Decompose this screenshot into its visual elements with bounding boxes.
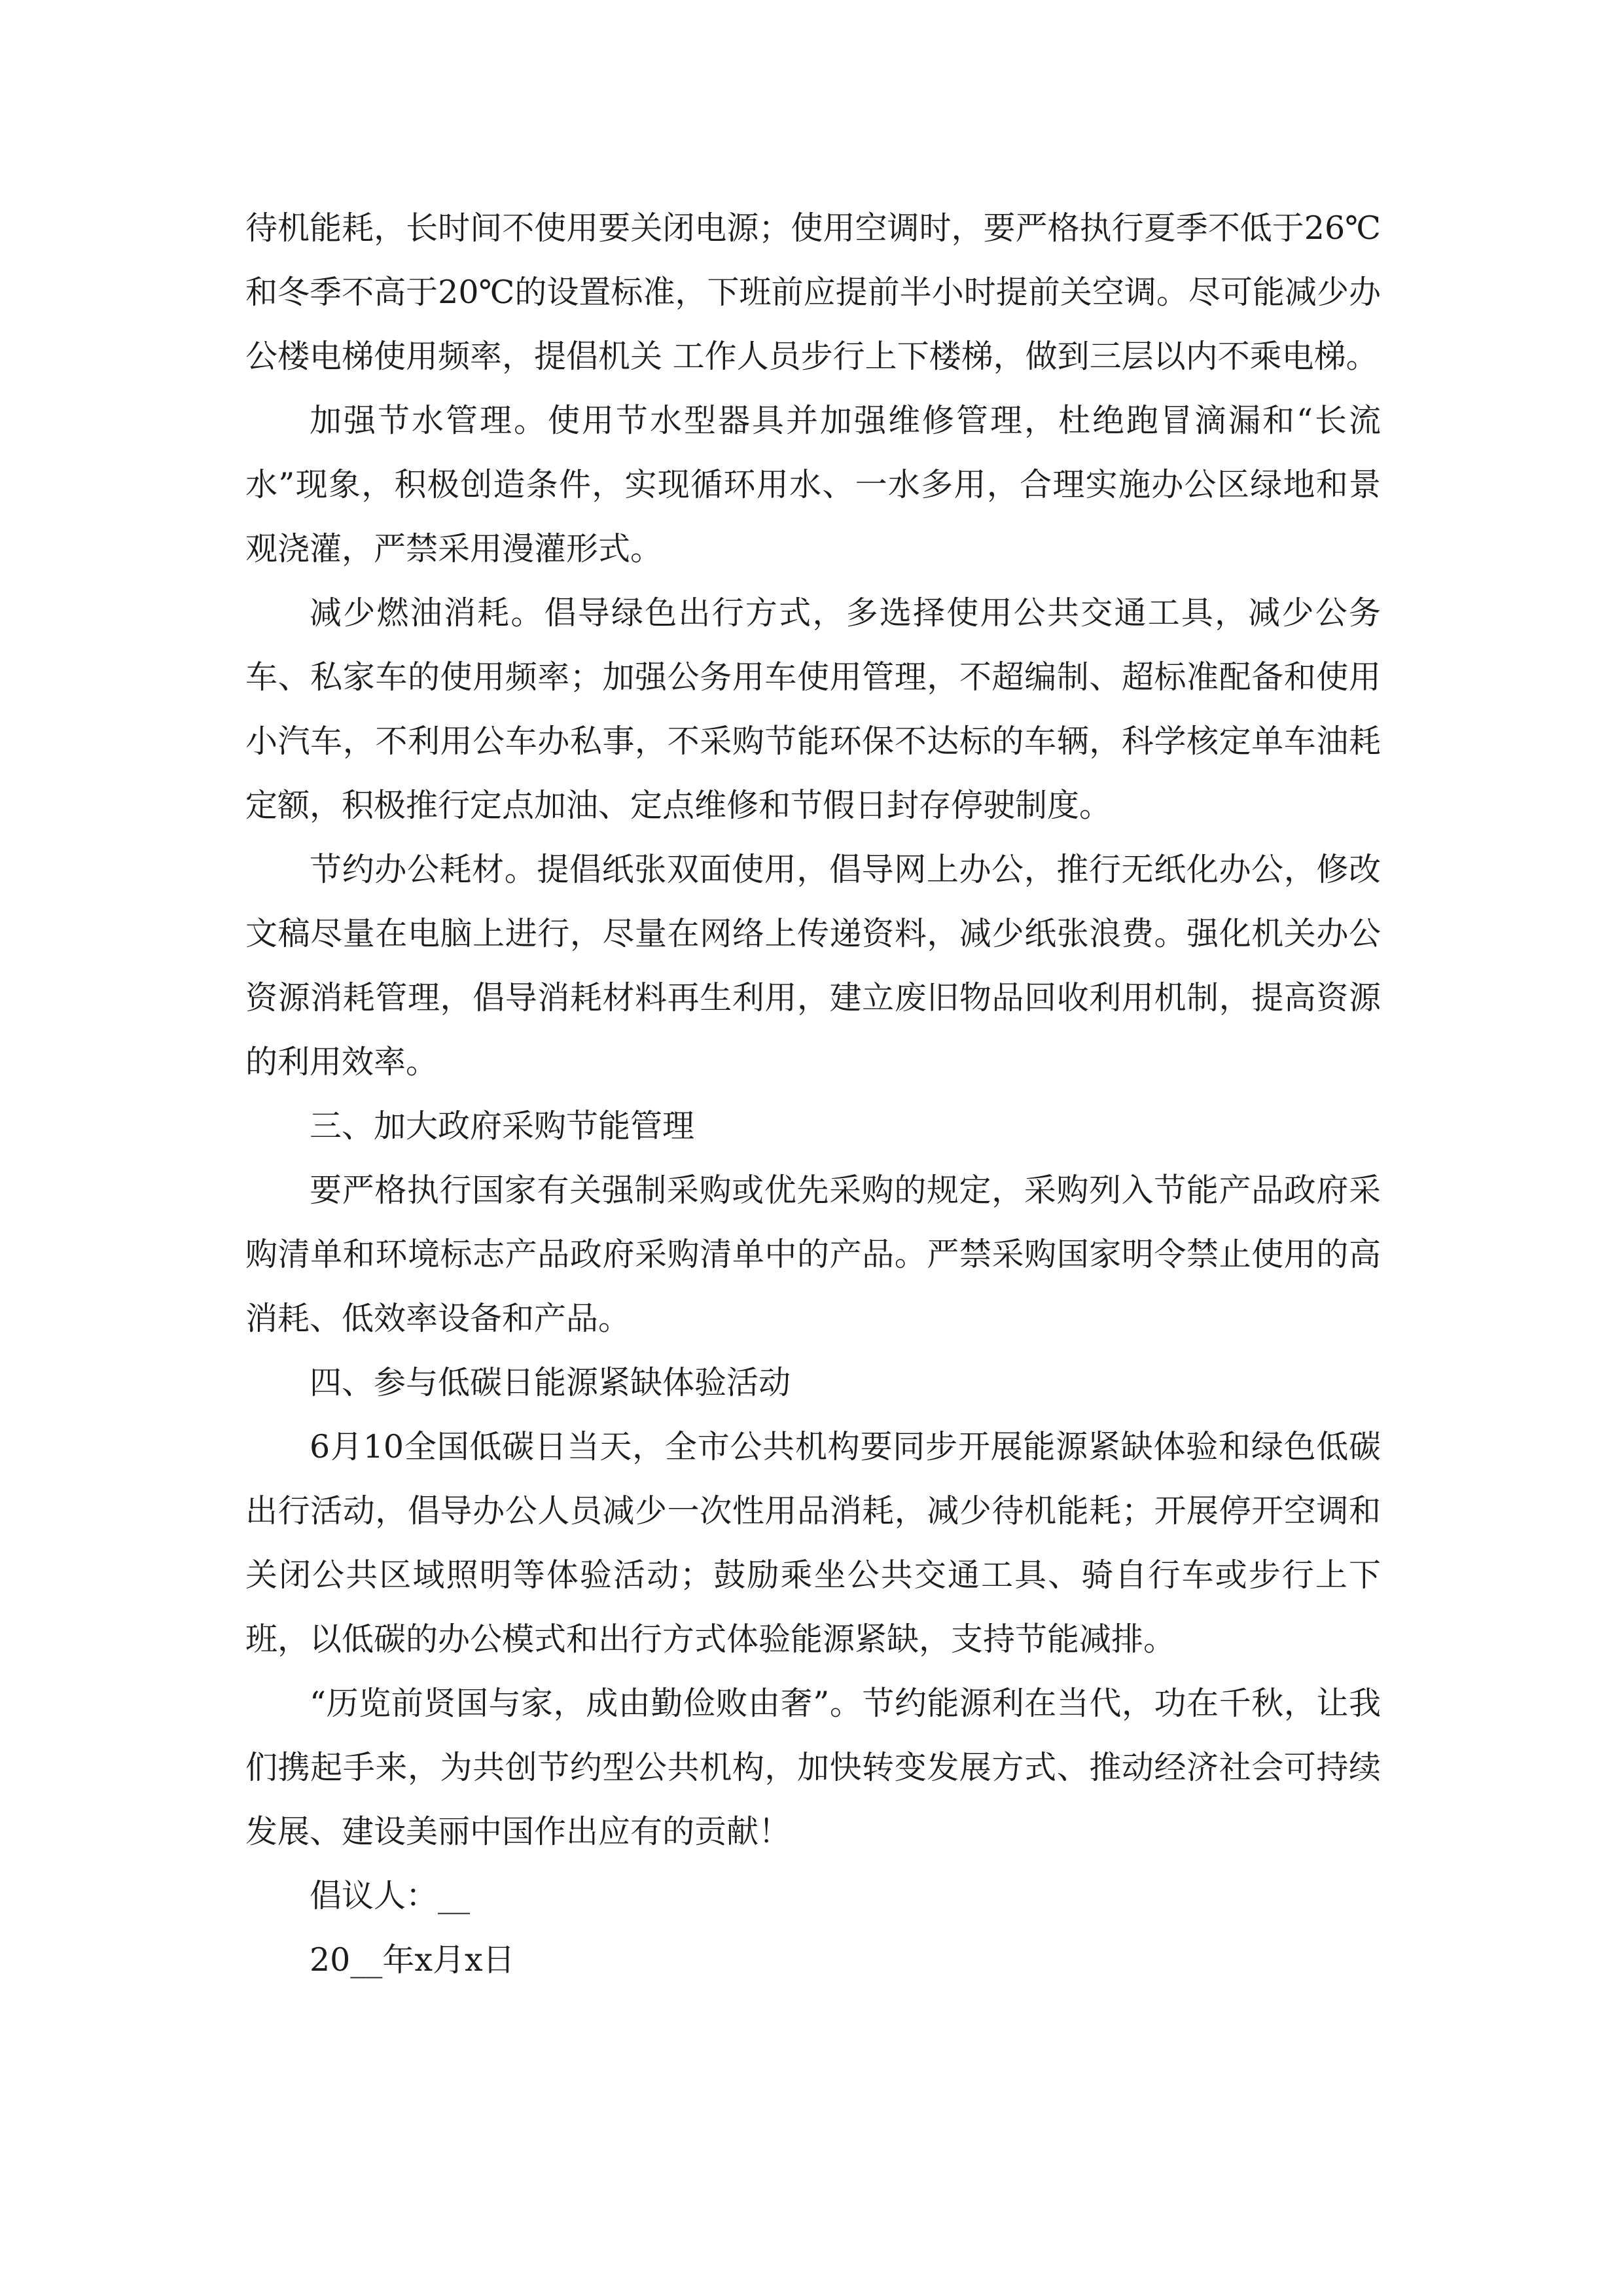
signature-initiator: 倡议人：__ xyxy=(310,1877,471,1914)
paragraph-office-supplies: 节约办公耗材。提倡纸张双面使用，倡导网上办公，推行无纸化办公，修改文稿尽量在电脑上进行，尽量在网络上传递资料，减少纸张浪费。强化机关办公资源消耗管理，倡导消耗材料再生利用，建立废旧物品回收利用机制，提高资源的利用效率。 xyxy=(245,851,1381,1081)
paragraph-closing-appeal: “历览前贤国与家，成由勤俭败由奢”。节约能源利在当代，功在千秋，让我们携起手来，为共创节约型公共机构，加快转变发展方式、推动经济社会可持续发展、建设美丽中国作出应有的贡献！ xyxy=(245,1685,1381,1850)
section-heading-procurement: 三、加大政府采购节能管理 xyxy=(310,1107,695,1145)
paragraph-water-saving: 加强节水管理。使用节水型器具并加强维修管理，杜绝跑冒滴漏和“长流水”现象，积极创造条件，实现循环用水、一水多用，合理实施办公区绿地和景观浇灌，严禁采用漫灌形式。 xyxy=(245,402,1381,567)
paragraph-low-carbon-day: 6月10全国低碳日当天，全市公共机构要同步开展能源紧缺体验和绿色低碳出行活动，倡导办公人员减少一次性用品消耗，减少待机能耗；开展停开空调和关闭公共区域照明等体验活动；鼓励乘坐公共交通工具、骑自行车或步行上下班，以低碳的办公模式和出行方式体验能源紧缺，支持节能减排。 xyxy=(245,1428,1381,1658)
signature-date: 20__年x月x日 xyxy=(310,1941,515,1979)
paragraph-standby-energy: 待机能耗，长时间不使用要关闭电源；使用空调时，要严格执行夏季不低于26℃和冬季不高于20℃的设置标准，下班前应提前半小时提前关空调。尽可能减少办公楼电梯使用频率，提倡机关 工作人员步行上下楼梯，做到三层以内不乘电梯。 xyxy=(245,209,1381,375)
document-body xyxy=(245,196,1381,1992)
paragraph-procurement: 要严格执行国家有关强制采购或优先采购的规定，采购列入节能产品政府采购清单和环境标志产品政府采购清单中的产品。严禁采购国家明令禁止使用的高消耗、低效率设备和产品。 xyxy=(245,1172,1381,1337)
paragraph-fuel-saving: 减少燃油消耗。倡导绿色出行方式，多选择使用公共交通工具，减少公务车、私家车的使用频率；加强公务用车使用管理，不超编制、超标准配备和使用小汽车，不利用公车办私事，不采购节能环保不达标的车辆，科学核定单车油耗定额，积极推行定点加油、定点维修和节假日封存停驶制度。 xyxy=(245,594,1381,824)
section-heading-low-carbon-day: 四、参与低碳日能源紧缺体验活动 xyxy=(310,1364,791,1401)
